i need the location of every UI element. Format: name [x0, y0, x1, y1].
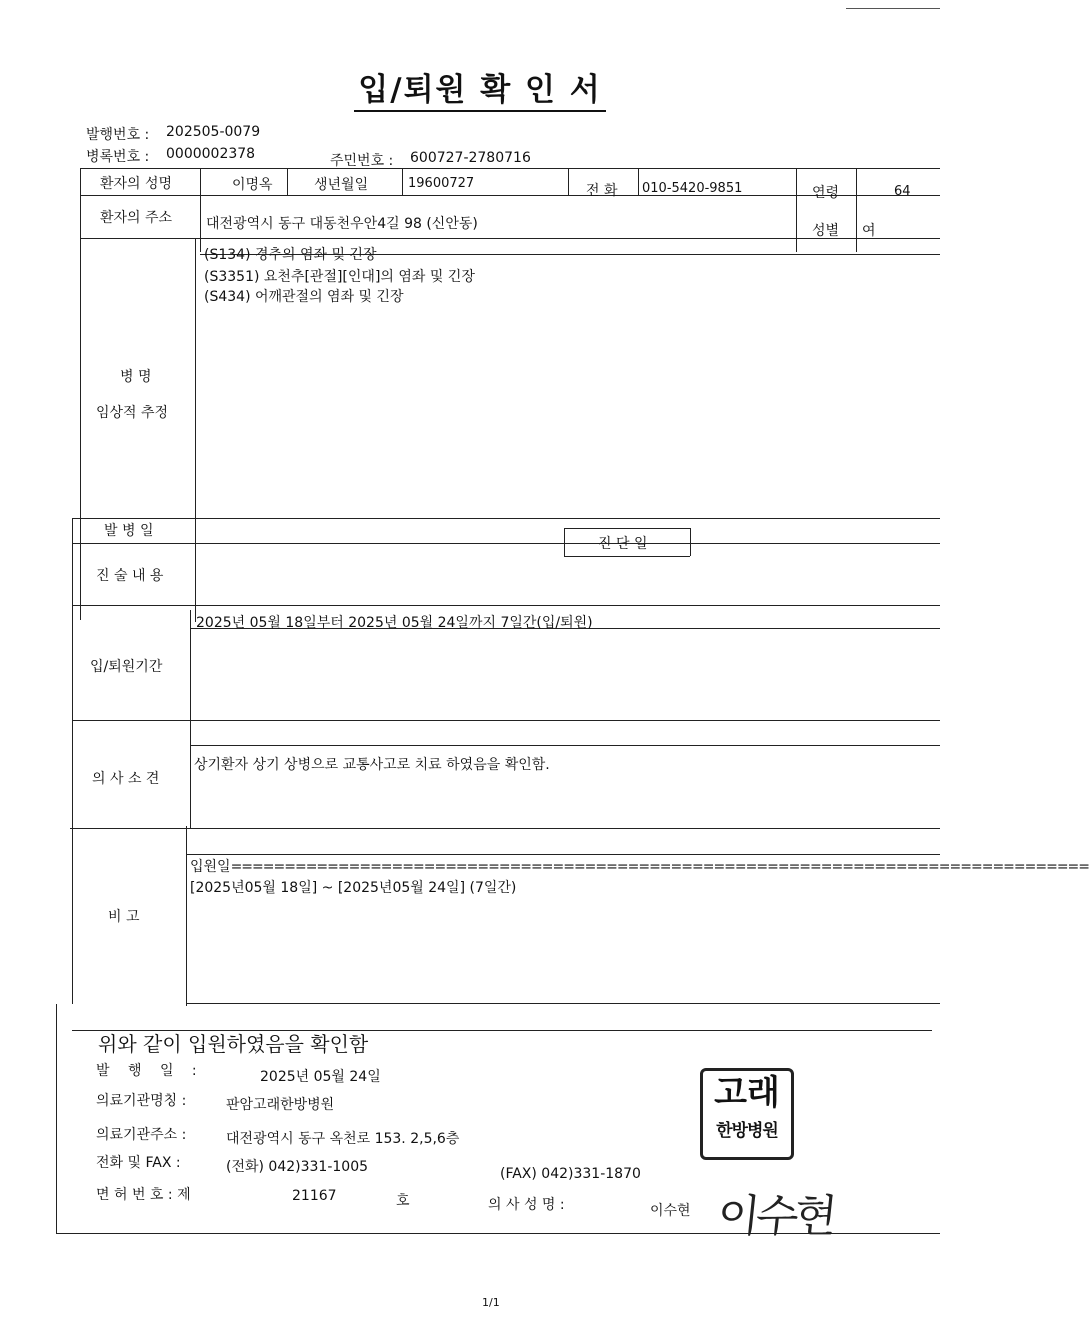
doctor-name: 이수현 [650, 1203, 691, 1219]
sex-label: 성별 [812, 223, 840, 239]
diagnosis-line: (S134) 경추의 염좌 및 긴장 [204, 247, 377, 263]
confirmation-statement: 위와 같이 입원하였음을 확인함 [98, 1032, 369, 1056]
doctor-opinion-label: 의 사 소 견 [92, 771, 160, 787]
issue-number: 202505-0079 [166, 124, 261, 140]
onset-date-label: 발 병 일 [104, 523, 154, 539]
remarks-fill: ================================================================================ [230, 859, 1089, 875]
scan-artifact-line [846, 8, 940, 9]
issue-date: 2025년 05월 24일 [260, 1069, 381, 1085]
institution-name: 판암고래한방병원 [226, 1097, 335, 1113]
institution-fax: (FAX) 042)331-1870 [500, 1166, 641, 1182]
license-suffix: 호 [396, 1193, 410, 1209]
issue-date-label: 발 행 일 : [96, 1063, 197, 1079]
tel-fax-label: 전화 및 FAX : [96, 1155, 181, 1171]
doctor-opinion: 상기환자 상기 상병으로 교통사고로 치료 하였음을 확인함. [194, 757, 550, 773]
admission-period: 2025년 05월 18일부터 2025년 05월 24일까지 7일간(입/퇴원) [196, 615, 593, 631]
doctor-name-label: 의 사 성 명 : [488, 1197, 565, 1213]
record-number-label: 병록번호 : [86, 149, 150, 165]
license-label: 면 허 번 호 : 제 [96, 1187, 191, 1203]
resident-number: 600727-2780716 [410, 150, 531, 166]
diagnosis-line: (S434) 어깨관절의 염좌 및 긴장 [204, 289, 404, 305]
institution-address-label: 의료기관주소 : [96, 1127, 187, 1143]
doctor-signature: 이수현 [714, 1191, 836, 1242]
patient-name-label: 환자의 성명 [100, 176, 173, 192]
sex-value: 여 [862, 223, 876, 239]
record-number: 0000002378 [166, 146, 256, 162]
age-label: 연령 [812, 185, 840, 201]
hospital-seal [700, 1068, 794, 1160]
patient-name: 이명옥 [232, 177, 273, 193]
clinical-estimate-label: 임상적 추정 [96, 405, 169, 421]
seal-top-text: 고래 [714, 1073, 780, 1113]
remarks-label: 비 고 [108, 909, 140, 925]
license-number: 21167 [292, 1188, 337, 1204]
institution-phone: (전화) 042)331-1005 [226, 1159, 369, 1175]
statement-label: 진 술 내 용 [96, 568, 164, 584]
institution-name-label: 의료기관명칭 : [96, 1093, 187, 1109]
issue-number-label: 발행번호 : [86, 127, 150, 143]
birth-date: 19600727 [408, 176, 475, 191]
remarks-period-line: [2025년05월 18일] ~ [2025년05월 24일] (7일간) [190, 880, 517, 896]
age-value: 64 [894, 184, 911, 199]
phone-label: 전 화 [586, 183, 618, 199]
remarks-admission-line: 입원일================================================================================ [190, 859, 1089, 875]
address-label: 환자의 주소 [100, 210, 173, 226]
institution-address: 대전광역시 동구 옥천로 153. 2,5,6층 [226, 1131, 460, 1147]
address: 대전광역시 동구 대동천우안4길 98 (신안동) [206, 216, 478, 232]
seal-bottom-text: 한방병원 [716, 1121, 778, 1141]
birth-date-label: 생년월일 [314, 177, 369, 193]
admission-period-label: 입/퇴원기간 [90, 659, 163, 675]
diagnosis-date-label: 진 단 일 [598, 536, 648, 552]
diagnosis-label: 병 명 [120, 369, 152, 385]
phone-number: 010-5420-9851 [642, 181, 743, 196]
document-title: 입/퇴원 확 인 서 [0, 64, 960, 109]
page-number: 1/1 [482, 1296, 500, 1309]
diagnosis-line: (S3351) 요천추[관절][인대]의 염좌 및 긴장 [204, 269, 475, 285]
resident-number-label: 주민번호 : [330, 153, 394, 169]
